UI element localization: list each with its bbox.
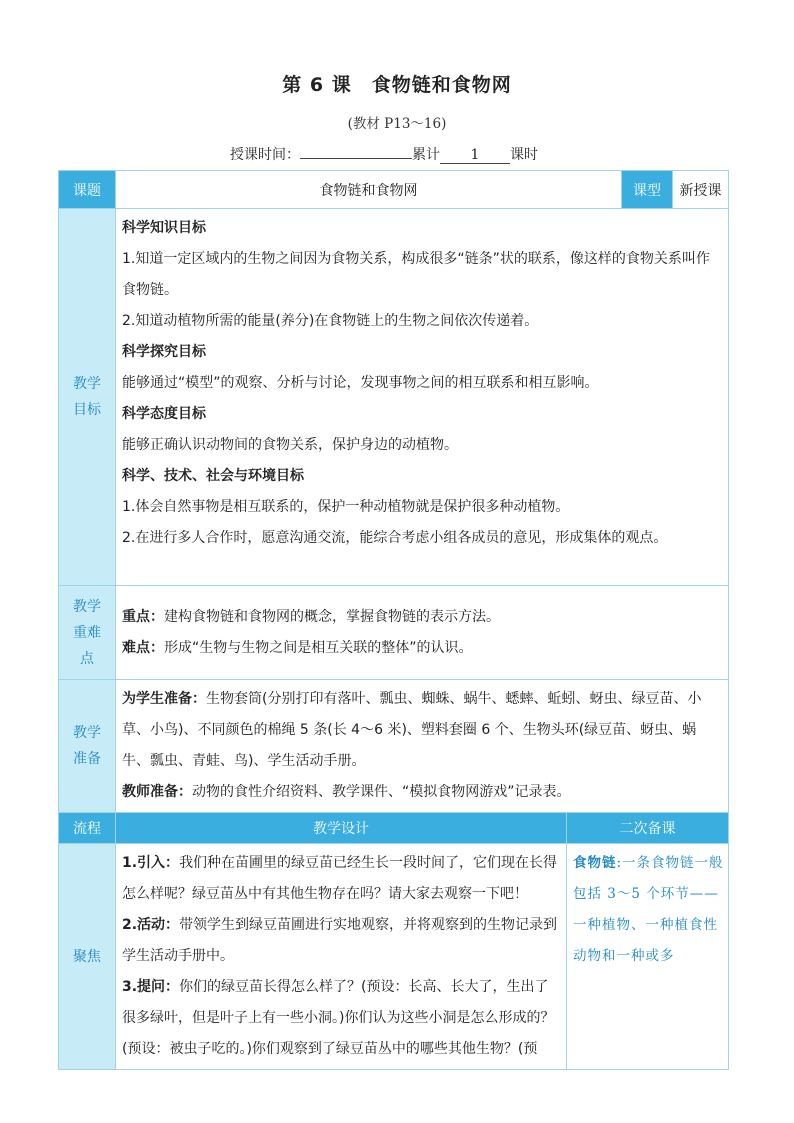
prep-label <box>59 680 116 813</box>
lesson-title: 第 6 课 食物链和食物网 <box>282 74 512 96</box>
focus-key: 1.引入： <box>122 855 180 871</box>
type-value: 新授课 <box>673 171 729 209</box>
process-col-label: 流程 <box>59 813 116 844</box>
prep-item <box>122 684 722 777</box>
keypoint-text: 形成“生物与生物之间是相互关联的整体”的认识。 <box>164 639 473 656</box>
time-label: 授课时间： <box>230 147 300 163</box>
focus-row <box>59 844 729 1070</box>
focus-text: 带领学生到绿豆苗圃进行实地观察，并将观察到的生物记录到学生活动手册中。 <box>122 917 558 964</box>
topic-row <box>59 171 729 209</box>
goals-label-text: 教学目标 <box>73 376 101 418</box>
goal-line: 1.知道一定区域内的生物之间因为食物关系，构成很多“链条”状的联系，像这样的食物关系叫作食物链。 <box>122 251 710 298</box>
focus-item <box>122 848 560 910</box>
prep-text: 动物的食性介绍资料、教学课件、“模拟食物网游戏”记录表。 <box>192 784 571 800</box>
revision-note <box>567 844 729 1070</box>
goal-line: 2.在进行多人合作时，愿意沟通交流，能综合考虑小组各成员的意见，形成集体的观点。 <box>122 530 668 546</box>
topic-label: 课题 <box>59 171 116 209</box>
keypoint-text: 建构食物链和食物网的概念，掌握食物链的表示方法。 <box>164 608 500 625</box>
focus-key: 3.提问： <box>122 979 180 995</box>
keypoint-key: 难点： <box>122 639 164 656</box>
lesson-plan-table <box>58 170 729 1070</box>
focus-text: 我们种在苗圃里的绿豆苗已经生长一段时间了，它们现在长得怎么样呢？绿豆苗丛中有其他生物存在吗？请大家去观察一下吧！ <box>122 855 558 902</box>
hours-label: 课时 <box>510 147 538 163</box>
goal-line: 1.体会自然事物是相互联系的，保护一种动植物就是保护很多种动植物。 <box>122 499 570 515</box>
design-col-label: 教学设计 <box>116 813 567 844</box>
goal-line: 2.知道动植物所需的能量(养分)在食物链上的生物之间依次传递着。 <box>122 313 539 329</box>
keypoints-label <box>59 586 116 680</box>
keypoint-key: 重点： <box>122 608 164 625</box>
goals-label <box>59 209 116 586</box>
topic-value: 食物链和食物网 <box>116 171 622 209</box>
keypoint-item <box>122 633 722 664</box>
keypoint-item <box>122 602 722 633</box>
total-label: 累计 <box>412 147 440 163</box>
prep-row <box>59 680 729 813</box>
focus-item <box>122 910 560 972</box>
time-blank[interactable] <box>300 144 412 159</box>
prep-label-text: 教学准备 <box>73 725 101 767</box>
prep-key: 为学生准备： <box>122 691 206 707</box>
prep-text: 生物套筒(分别打印有落叶、瓢虫、蜘蛛、蜗牛、蟋蟀、蚯蚓、蚜虫、绿豆苗、小草、小鸟)、不同颜色的棉绳 5 条(长 4～6 米)、塑料套圈 6 个、生物头环(绿豆苗、蚜虫、蜗牛、瓢虫、青蛙、鸟)、学生活动手册。 <box>122 691 702 769</box>
prep-key: 教师准备： <box>122 784 192 800</box>
goal-line: 能够正确认识动物间的食物关系，保护身边的动植物。 <box>122 437 458 453</box>
keypoints-label-text: 教学重难点 <box>73 598 101 667</box>
goal-heading: 科学态度目标 <box>122 406 206 422</box>
focus-content <box>116 844 567 1070</box>
focus-label: 聚焦 <box>59 844 116 1070</box>
goals-row <box>59 209 729 586</box>
goal-line: 能够通过“模型”的观察、分析与讨论，发现事物之间的相互联系和相互影响。 <box>122 375 599 391</box>
goal-heading: 科学知识目标 <box>122 220 206 236</box>
process-header-row <box>59 813 729 844</box>
prep-content <box>116 680 729 813</box>
focus-key: 2.活动： <box>122 917 180 933</box>
keypoints-content <box>116 586 729 680</box>
prep-item <box>122 777 722 808</box>
focus-item <box>122 972 560 1065</box>
goal-heading: 科学探究目标 <box>122 344 206 360</box>
goals-content <box>116 209 729 586</box>
goal-heading: 科学、技术、社会与环境目标 <box>122 468 304 484</box>
note-text: :一条食物链一般包括 3～5 个环节——一种植物、一种植食性动物和一种或多 <box>573 855 724 964</box>
revision-col-label: 二次备课 <box>567 813 729 844</box>
textbook-pages: (教材 P13～16) <box>347 116 447 132</box>
focus-text: 你们的绿豆苗长得怎么样了？(预设：长高、长大了，生出了很多绿叶，但是叶子上有一些小洞。)你们认为这些小洞是怎么形成的？(预设：被虫子吃的。)你们观察到了绿豆苗丛中的哪些其他生物？(预 <box>122 979 555 1057</box>
type-label: 课型 <box>622 171 673 209</box>
total-value: 1 <box>440 147 510 164</box>
keypoints-row <box>59 586 729 680</box>
note-keyword: 食物链 <box>573 855 617 871</box>
lesson-meta <box>230 144 538 164</box>
